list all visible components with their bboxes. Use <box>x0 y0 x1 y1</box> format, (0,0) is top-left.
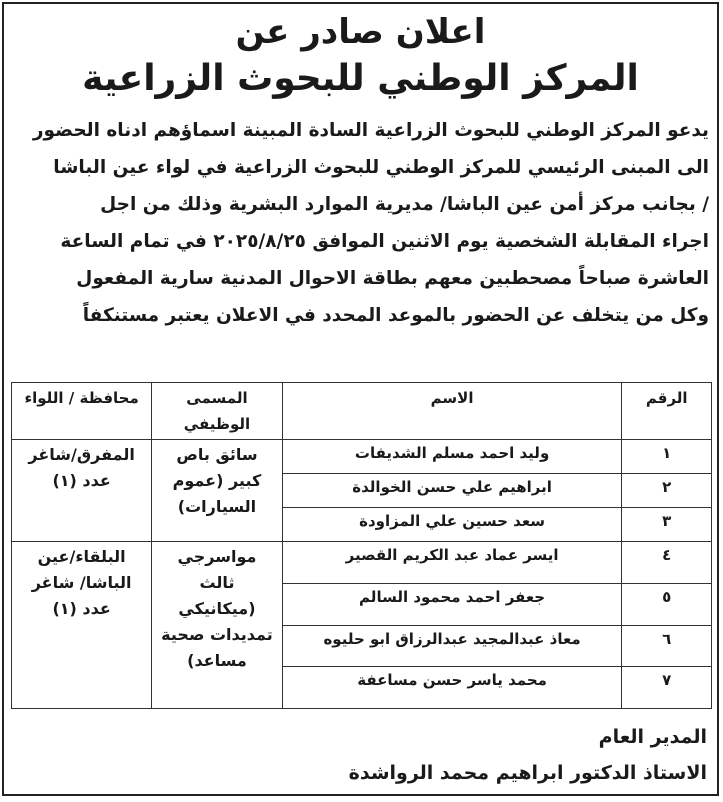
job-title-group-1: سائق باص كبير (عموم السيارات) <box>152 440 283 542</box>
body-line: العاشرة صباحاً مصحطبين معهم بطاقة الاحوال المدنية سارية المفعول <box>76 268 709 289</box>
row-number: ٥ <box>622 584 712 626</box>
row-number: ٦ <box>622 625 712 667</box>
row-number: ٢ <box>622 474 712 508</box>
row-number: ٣ <box>622 508 712 542</box>
row-name: سعد حسين علي المزاودة <box>282 508 622 542</box>
governorate-group-1: المفرق/شاغر عدد (١) <box>12 440 152 542</box>
body-line: وكل من يتخلف عن الحضور بالموعد المحدد في الاعلان يعتبر مستنكفاً <box>82 305 709 326</box>
body-line: الى المبنى الرئيسي للمركز الوطني للبحوث الزراعية في لواء عين الباشا <box>53 157 709 178</box>
body-line: يدعو المركز الوطني للبحوث الزراعية السادة المبينة اسماؤهم ادناه الحضور <box>32 120 709 141</box>
row-number: ٧ <box>622 667 712 709</box>
announcement-page <box>2 2 719 796</box>
signatory-name: الاستاذ الدكتور ابراهيم محمد الرواشدة <box>348 762 707 784</box>
row-name: ايسر عماد عبد الكريم القصير <box>282 542 622 584</box>
announcement-body <box>12 112 709 334</box>
header-job-title: المسمى الوظيفي <box>152 383 283 440</box>
body-line: اجراء المقابلة الشخصية يوم الاثنين الموافق ٢٠٢٥/٨/٢٥ في تمام الساعة <box>60 231 709 252</box>
signatory-position: المدير العام <box>598 726 707 748</box>
header-governorate: محافظة / اللواء <box>12 383 152 440</box>
header-name: الاسم <box>282 383 622 440</box>
announcement-title: اعلان صادر عن <box>235 12 486 52</box>
row-name: معاذ عبدالمجيد عبدالرزاق ابو حليوه <box>282 625 622 667</box>
row-name: محمد ياسر حسن مساعفة <box>282 667 622 709</box>
table-header-row <box>12 383 712 440</box>
governorate-group-2: البلقاء/عين الباشا/ شاغر عدد (١) <box>12 542 152 709</box>
header-number: الرقم <box>622 383 712 440</box>
table-row <box>12 440 712 474</box>
body-line: / بجانب مركز أمن عين الباشا/ مديرية الموارد البشرية وذلك من اجل <box>100 194 709 215</box>
job-title-group-2: مواسرجي ثالث (ميكانيكي تمديدات صحية مساعد) <box>152 542 283 709</box>
issuer-title: المركز الوطني للبحوث الزراعية <box>82 58 639 99</box>
candidates-table <box>11 382 712 709</box>
row-number: ١ <box>622 440 712 474</box>
row-number: ٤ <box>622 542 712 584</box>
row-name: ابراهيم علي حسن الخوالدة <box>282 474 622 508</box>
row-name: وليد احمد مسلم الشديفات <box>282 440 622 474</box>
table-row <box>12 542 712 584</box>
row-name: جعفر احمد محمود السالم <box>282 584 622 626</box>
